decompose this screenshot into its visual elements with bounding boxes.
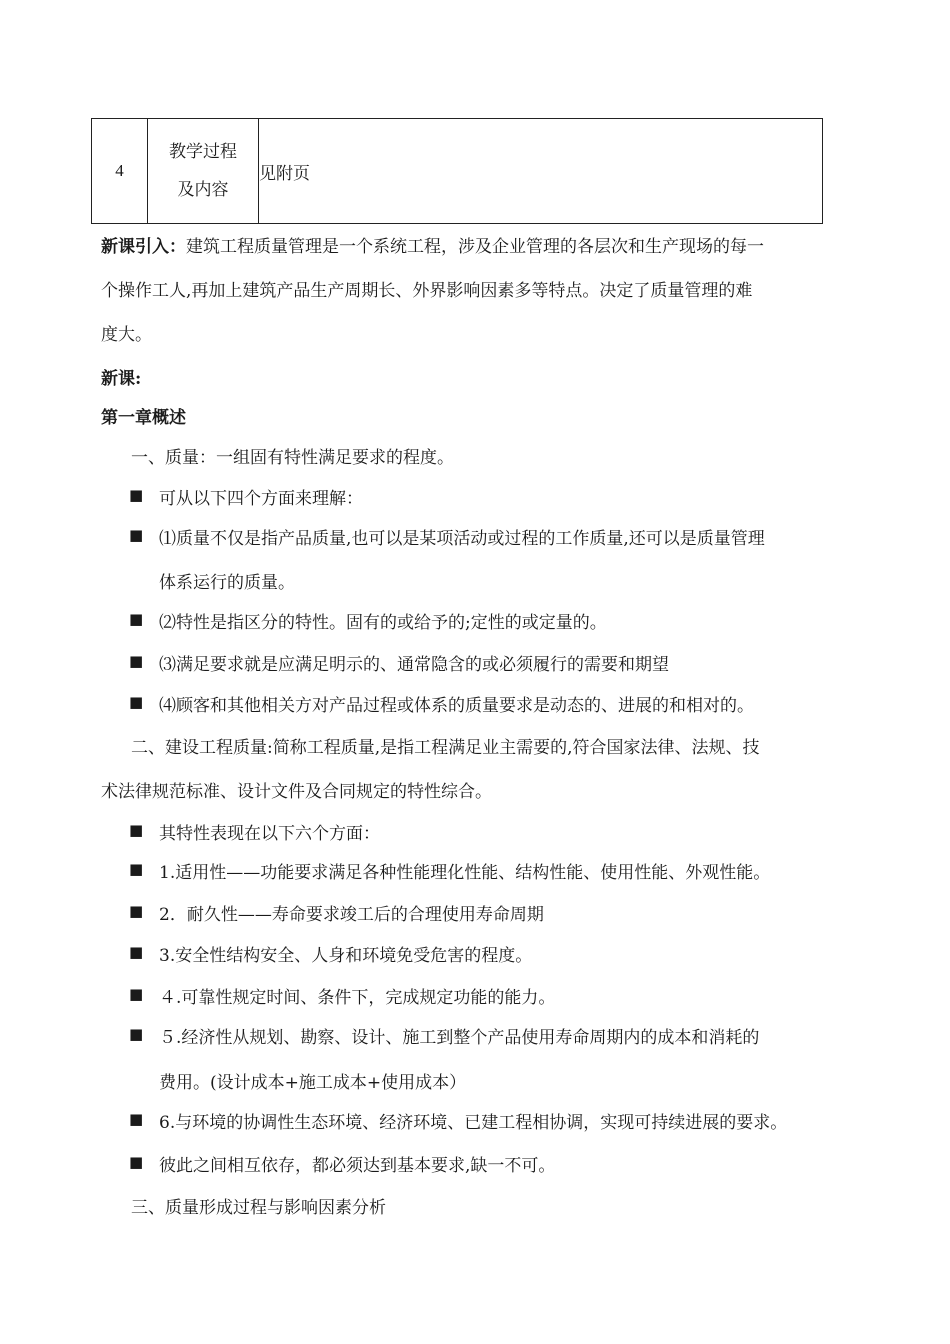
bullet-text: ５.经济性从规划、勘察、设计、施工到整个产品使用寿命周期内的成本和消耗的	[159, 1028, 760, 1048]
intro-line-2: 个操作工人,再加上建筑产品生产周期长、外界影响因素多等特点。决定了质量管理的难	[101, 281, 753, 301]
bullet-marker: ■	[129, 526, 144, 544]
bullet-marker: ■	[129, 1153, 144, 1171]
bullet-text: ⑵特性是指区分的特性。固有的或给予的;定性的或定量的。	[159, 613, 607, 633]
row-number: 4	[92, 119, 148, 224]
row-header-line2: 及内容	[177, 180, 229, 200]
bullet-text: 可从以下四个方面来理解：	[159, 489, 363, 509]
bullet-text: ⑷顾客和其他相关方对产品过程或体系的质量要求是动态的、进展的和相对的。	[159, 696, 754, 716]
bullet-text: 3.安全性结构安全、人身和环境免受危害的程度。	[159, 946, 533, 966]
bullet-text: ⑴质量不仅是指产品质量,也可以是某项活动或过程的工作质量,还可以是质量管理	[159, 529, 765, 549]
bullet-text-continuation: 体系运行的质量。	[159, 573, 295, 593]
intro-line-3: 度大。	[101, 325, 152, 345]
table-row	[92, 119, 823, 224]
bullet-marker: ■	[129, 902, 144, 920]
bullet-marker: ■	[129, 693, 144, 711]
bullet-text: 彼此之间相互依存，都必须达到基本要求,缺一不可。	[159, 1156, 556, 1176]
bullet-text: 2．耐久性——寿命要求竣工后的合理使用寿命周期	[159, 905, 544, 925]
bullet-marker: ■	[129, 652, 144, 670]
new-lesson-label: 新课:	[101, 369, 142, 389]
row-header	[148, 119, 259, 224]
bullet-marker: ■	[129, 821, 144, 839]
bullet-text: 1.适用性——功能要求满足各种性能理化性能、结构性能、使用性能、外观性能。	[159, 863, 771, 883]
bullet-marker: ■	[129, 1110, 144, 1128]
intro-text-1: 建筑工程质量管理是一个系统工程，涉及企业管理的各层次和生产现场的每一	[186, 237, 764, 257]
intro-label: 新课引入：	[101, 237, 186, 257]
bullet-marker: ■	[129, 486, 144, 504]
bullet-text: ４.可靠性规定时间、条件下，完成规定功能的能力。	[159, 988, 556, 1008]
section-2-line-2: 术法律规范标准、设计文件及合同规定的特性综合。	[101, 782, 492, 802]
bullet-text: 其特性表现在以下六个方面：	[159, 824, 380, 844]
bullet-marker: ■	[129, 1025, 144, 1043]
section-2-line-1: 二、建设工程质量:简称工程质量,是指工程满足业主需要的,符合国家法律、法规、技	[131, 738, 760, 758]
bullet-text: ⑶满足要求就是应满足明示的、通常隐含的或必须履行的需要和期望	[159, 655, 669, 675]
bullet-marker: ■	[129, 610, 144, 628]
bullet-marker: ■	[129, 943, 144, 961]
section-3-heading: 三、质量形成过程与影响因素分析	[131, 1198, 386, 1218]
bullet-text-continuation: 费用。(设计成本+施工成本+使用成本）	[159, 1073, 467, 1093]
row-header-line1: 教学过程	[169, 142, 237, 162]
section-1-heading: 一、质量：一组固有特性满足要求的程度。	[131, 448, 454, 468]
bullet-text: 6.与环境的协调性生态环境、经济环境、已建工程相协调，实现可持续进展的要求。	[159, 1113, 788, 1133]
bullet-marker: ■	[129, 860, 144, 878]
row-value: 见附页	[259, 119, 823, 224]
chapter-title: 第一章概述	[101, 408, 186, 428]
info-table	[91, 118, 823, 224]
bullet-marker: ■	[129, 985, 144, 1003]
intro-line-1	[101, 232, 764, 257]
